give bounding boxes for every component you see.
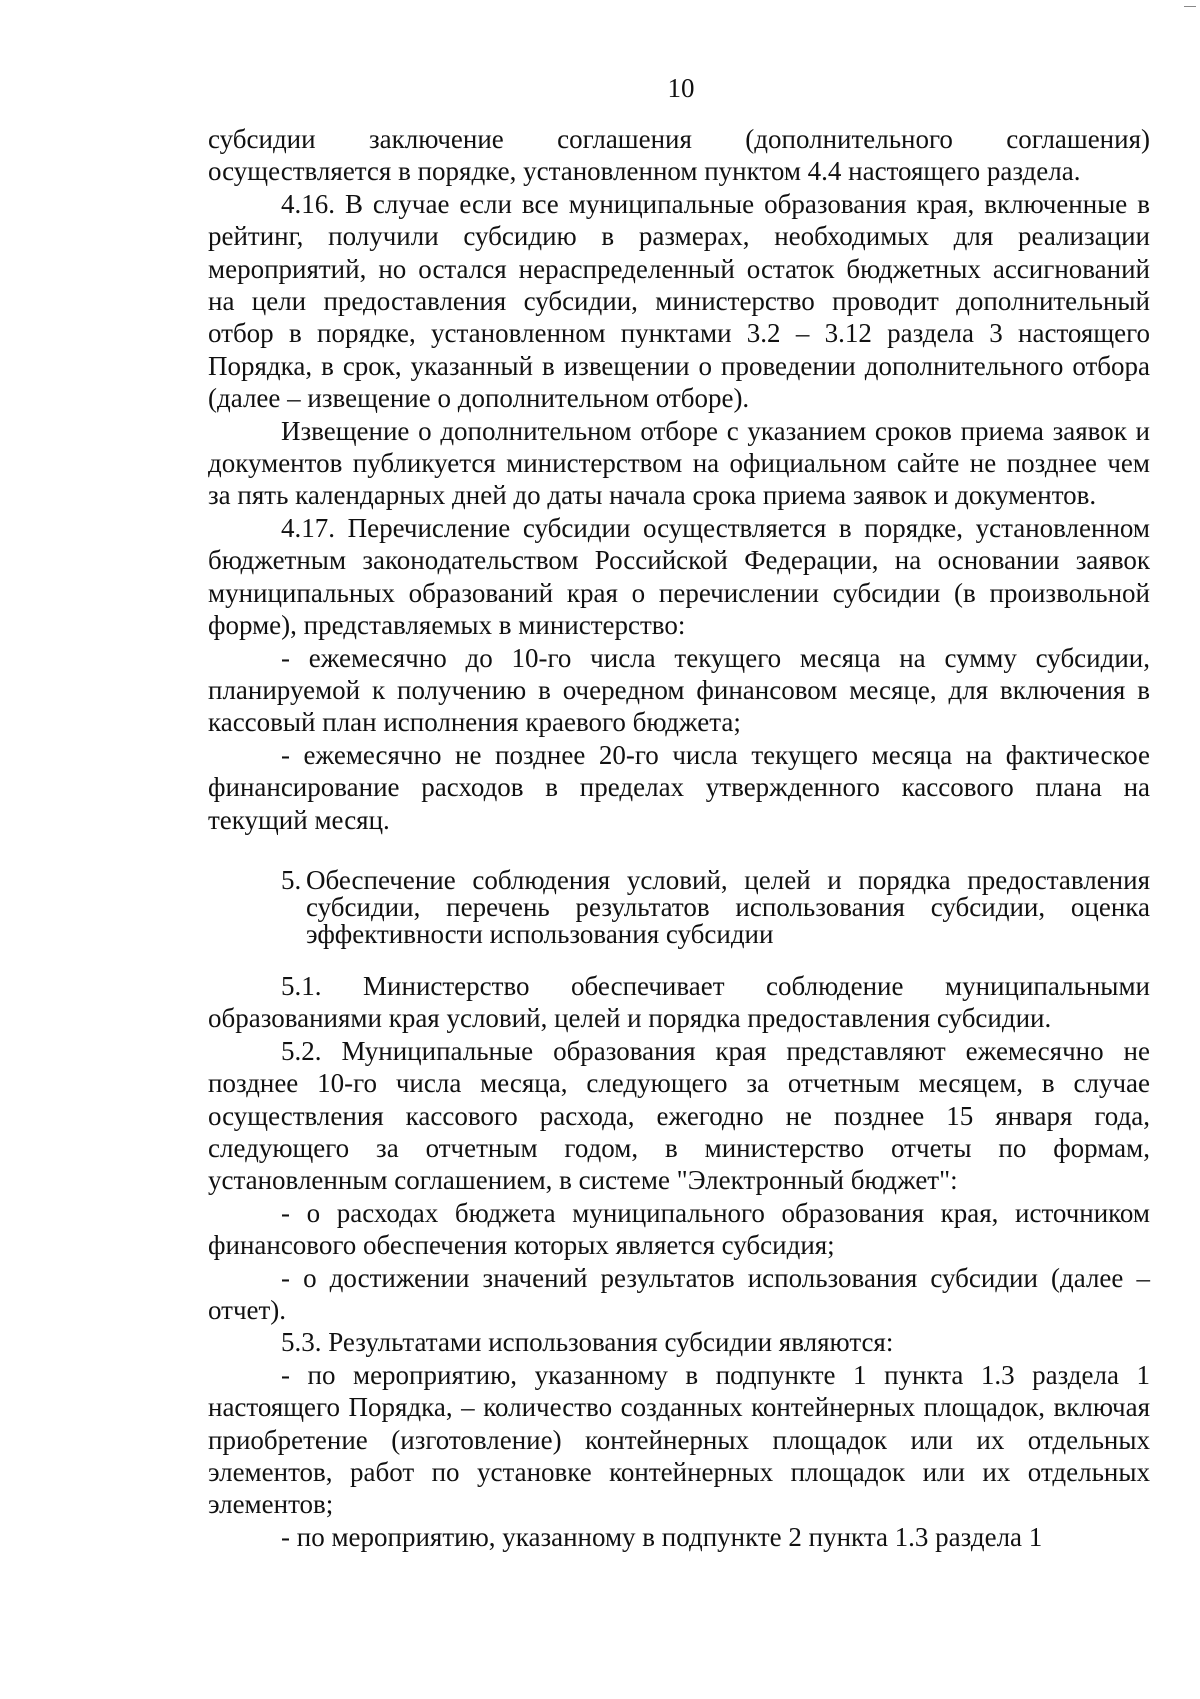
section-title: Обеспечение соблюдения условий, целей и порядка предоставления субсидии, перечень результатов использования субсидии, оценка эффективности использования субсидии (306, 864, 1150, 949)
list-item-monthly-10th: - ежемесячно до 10-го числа текущего месяца на сумму субсидии, планируемой к получению в очередном финансовом месяце, для включения в кассовый план исполнения краевого бюджета; (208, 642, 1150, 738)
document-body (208, 123, 1150, 1553)
section-heading-5 (208, 864, 1150, 949)
list-item-monthly-20th: - ежемесячно не позднее 20-го числа текущего месяца на фактическое финансирование расходов в пределах утвержденного кассового плана на текущий месяц. (208, 739, 1150, 835)
scan-edge-mark (1184, 6, 1196, 7)
page-number: 10 (667, 73, 695, 103)
list-item-measure-1: - по мероприятию, указанному в подпункте 1 пункта 1.3 раздела 1 настоящего Порядка, – количество созданных контейнерных площадок, включая приобретение (изготовление) контейнерных площадок или их отдельных элементов, работ по установке контейнерных площадок или их отдельных элементов; (208, 1359, 1150, 1520)
paragraph-5-3: 5.3. Результатами использования субсидии являются: (281, 1327, 894, 1358)
list-item-results-report: - о достижении значений результатов использования субсидии (далее – отчет). (208, 1262, 1150, 1325)
paragraph-5-2: 5.2. Муниципальные образования края представляют ежемесячно не позднее 10-го числа месяца, следующего за отчетным месяцем, в случае осуществления кассового расхода, ежегодно не позднее 15 января года, следующего за отчетным годом, в министерство отчеты по формам, установленным соглашением, в системе "Электронный бюджет": (208, 1035, 1150, 1196)
paragraph-5-1: 5.1. Министерство обеспечивает соблюдение муниципальными образованиями края условий, целей и порядка предоставления субсидии. (208, 970, 1150, 1034)
paragraph-4-17: 4.17. Перечисление субсидии осуществляется в порядке, установленном бюджетным законодательством Российской Федерации, на основании заявок муниципальных образований края о перечислении субсидии (в произвольной форме), представляемых в министерство: (208, 512, 1150, 641)
paragraph-notice: Извещение о дополнительном отборе с указанием сроков приема заявок и документов публикуется министерством на официальном сайте не позднее чем за пять календарных дней до даты начала срока приема заявок и документов. (208, 415, 1150, 511)
list-item-expenses-report: - о расходах бюджета муниципального образования края, источником финансового обеспечения которых является субсидия; (208, 1197, 1150, 1261)
section-number: 5. (281, 864, 302, 895)
paragraph-4-16: 4.16. В случае если все муниципальные образования края, включенные в рейтинг, получили субсидию в размерах, необходимых для реализации мероприятий, но остался нераспределенный остаток бюджетных ассигнований на цели предоставления субсидии, министерство проводит дополнительный отбор в порядке, установленном пунктами 3.2 – 3.12 раздела 3 настоящего Порядка, в срок, указанный в извещении о проведении дополнительного отбора (далее – извещение о дополнительном отборе). (208, 188, 1150, 414)
paragraph-continuation: субсидии заключение соглашения (дополнительного соглашения) осуществляется в порядке, установленном пунктом 4.4 настоящего раздела. (208, 124, 1150, 187)
list-item-measure-2: - по мероприятию, указанному в подпункте 2 пункта 1.3 раздела 1 (281, 1521, 1043, 1552)
